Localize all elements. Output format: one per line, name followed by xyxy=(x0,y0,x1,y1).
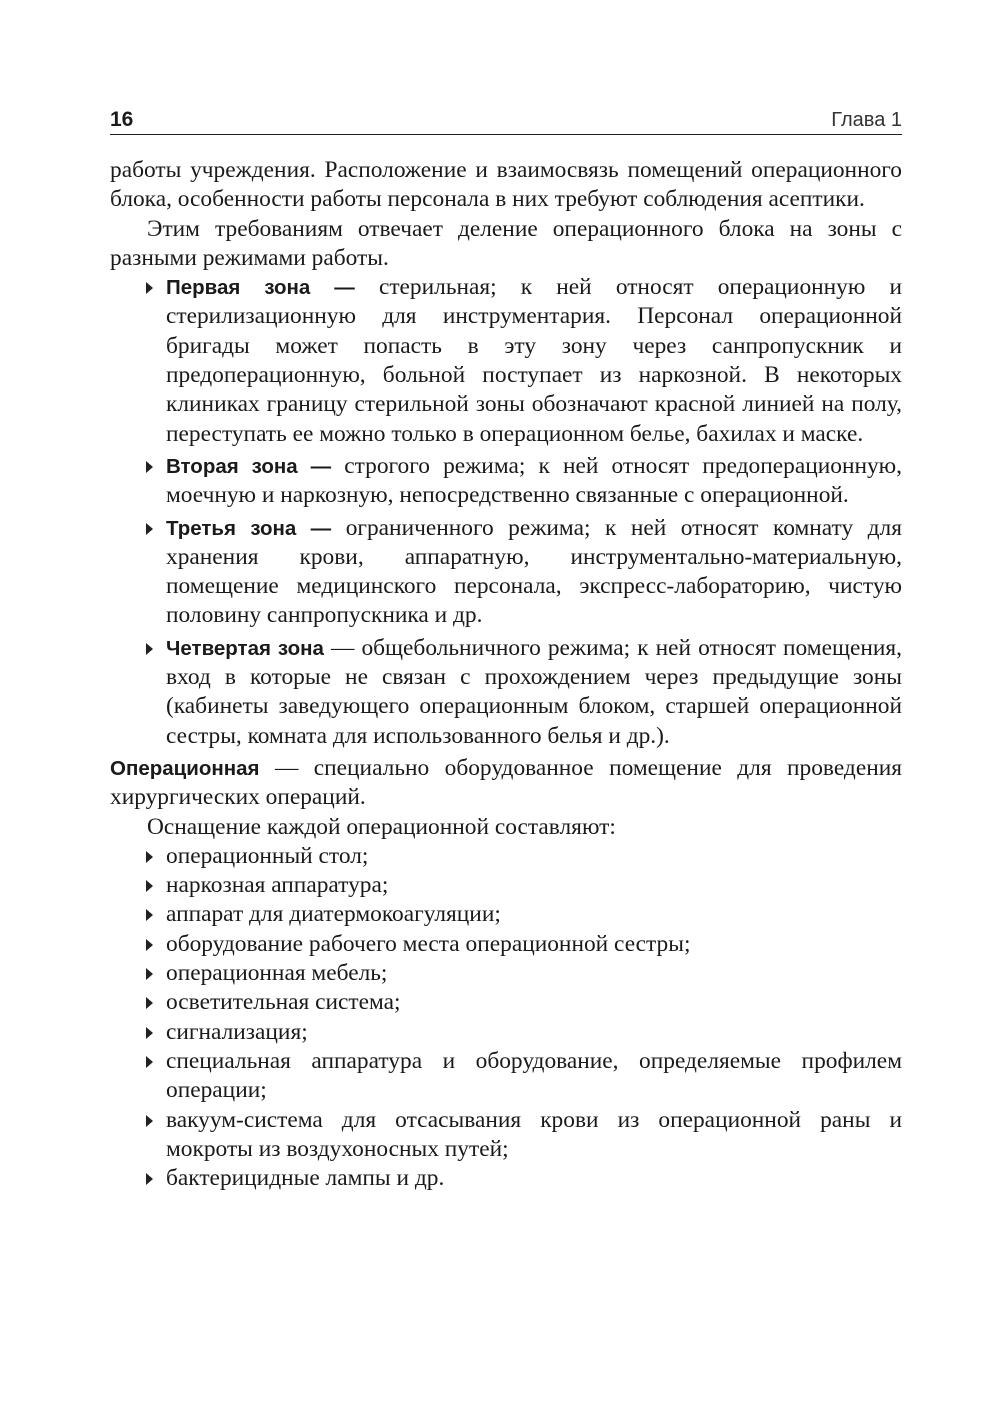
zone-description: стерильная; к ней относят операционную и стерилизационную для инструментария. Персонал операционной бригады может попасть в эту зону через санпропускник и предоперационную, больной поступает из наркозной. В некоторых клиниках границу стерильной зоны обозначают красной линией на полу, переступать ее можно только в операционном белье, бахилах и маске. xyxy=(166,274,902,447)
list-item: аппарат для диатермокоагуляции; xyxy=(166,900,902,929)
bullet-triangle-icon xyxy=(146,880,153,892)
page-number: 16 xyxy=(110,108,134,131)
paragraph-continuation: работы учреждения. Расположение и взаимосвязь помещений операционного блока, особенности работы персонала в них требуют соблюдения асептики. xyxy=(110,157,902,213)
list-item: осветительная система; xyxy=(166,988,902,1017)
zone-item-1 xyxy=(166,273,902,449)
bullet-triangle-icon xyxy=(146,461,153,473)
bullet-triangle-icon xyxy=(146,1056,153,1068)
list-item: вакуум-система для отсасывания крови из операционной раны и мокроты из воздухоносных путей; xyxy=(166,1106,902,1165)
chapter-title: Глава 1 xyxy=(831,109,902,131)
list-item: операционный стол; xyxy=(166,842,902,871)
zone-term: Четвертая зона xyxy=(166,636,324,660)
body-text xyxy=(110,156,902,1193)
bullet-triangle-icon xyxy=(146,523,153,535)
bullet-triangle-icon xyxy=(146,939,153,951)
operating-room-definition: — специально оборудованное помещение для проведения хирургических операций. xyxy=(110,754,902,811)
zone-description: строгого режима; к ней относят предоперационную, моечную и наркозную, непосредственно связанные с операционной. xyxy=(166,452,903,509)
zone-item-3 xyxy=(166,514,902,631)
paragraph-operating-room xyxy=(110,754,902,813)
running-header xyxy=(110,96,902,135)
list-item: сигнализация; xyxy=(166,1018,902,1047)
zone-term: Вторая зона — xyxy=(166,454,332,478)
zone-description: — общебольничного режима; к ней относят помещения, вход в которые не связан с прохождением через предыдущие зоны (кабинеты заведующего операционным блоком, старшей операционной сестры, комната для использованного белья и др.). xyxy=(166,634,902,749)
zone-term: Первая зона — xyxy=(166,276,355,300)
zone-term: Третья зона — xyxy=(166,516,332,540)
equipment-list xyxy=(110,842,902,1194)
list-item: оборудование рабочего места операционной сестры; xyxy=(166,930,902,959)
bullet-triangle-icon xyxy=(146,1115,153,1127)
bullet-triangle-icon xyxy=(146,909,153,921)
bullet-triangle-icon xyxy=(146,643,153,655)
operating-room-term: Операционная xyxy=(110,756,260,780)
page xyxy=(110,96,902,1193)
list-item: наркозная аппаратура; xyxy=(166,871,902,900)
bullet-triangle-icon xyxy=(146,997,153,1009)
zone-description: ограниченного режима; к ней относят комнату для хранения крови, аппаратную, инструментально-материальную, помещение медицинского персонала, экспресс-лабораторию, чистую половину санпропускника и др. xyxy=(166,514,902,629)
list-item: бактерицидные лампы и др. xyxy=(166,1164,902,1193)
bullet-triangle-icon xyxy=(146,282,153,294)
zone-item-2 xyxy=(166,452,902,511)
zone-item-4 xyxy=(166,634,902,751)
paragraph-equipment-intro: Оснащение каждой операционной составляют: xyxy=(147,813,616,840)
paragraph-zones-intro: Этим требованиям отвечает деление операционного блока на зоны с разными режимами работы. xyxy=(110,215,902,271)
bullet-triangle-icon xyxy=(146,1027,153,1039)
list-item: операционная мебель; xyxy=(166,959,902,988)
bullet-triangle-icon xyxy=(146,1173,153,1185)
list-item: специальная аппаратура и оборудование, определяемые профилем операции; xyxy=(166,1047,902,1106)
bullet-triangle-icon xyxy=(146,968,153,980)
bullet-triangle-icon xyxy=(146,851,153,863)
zones-list xyxy=(110,273,902,751)
